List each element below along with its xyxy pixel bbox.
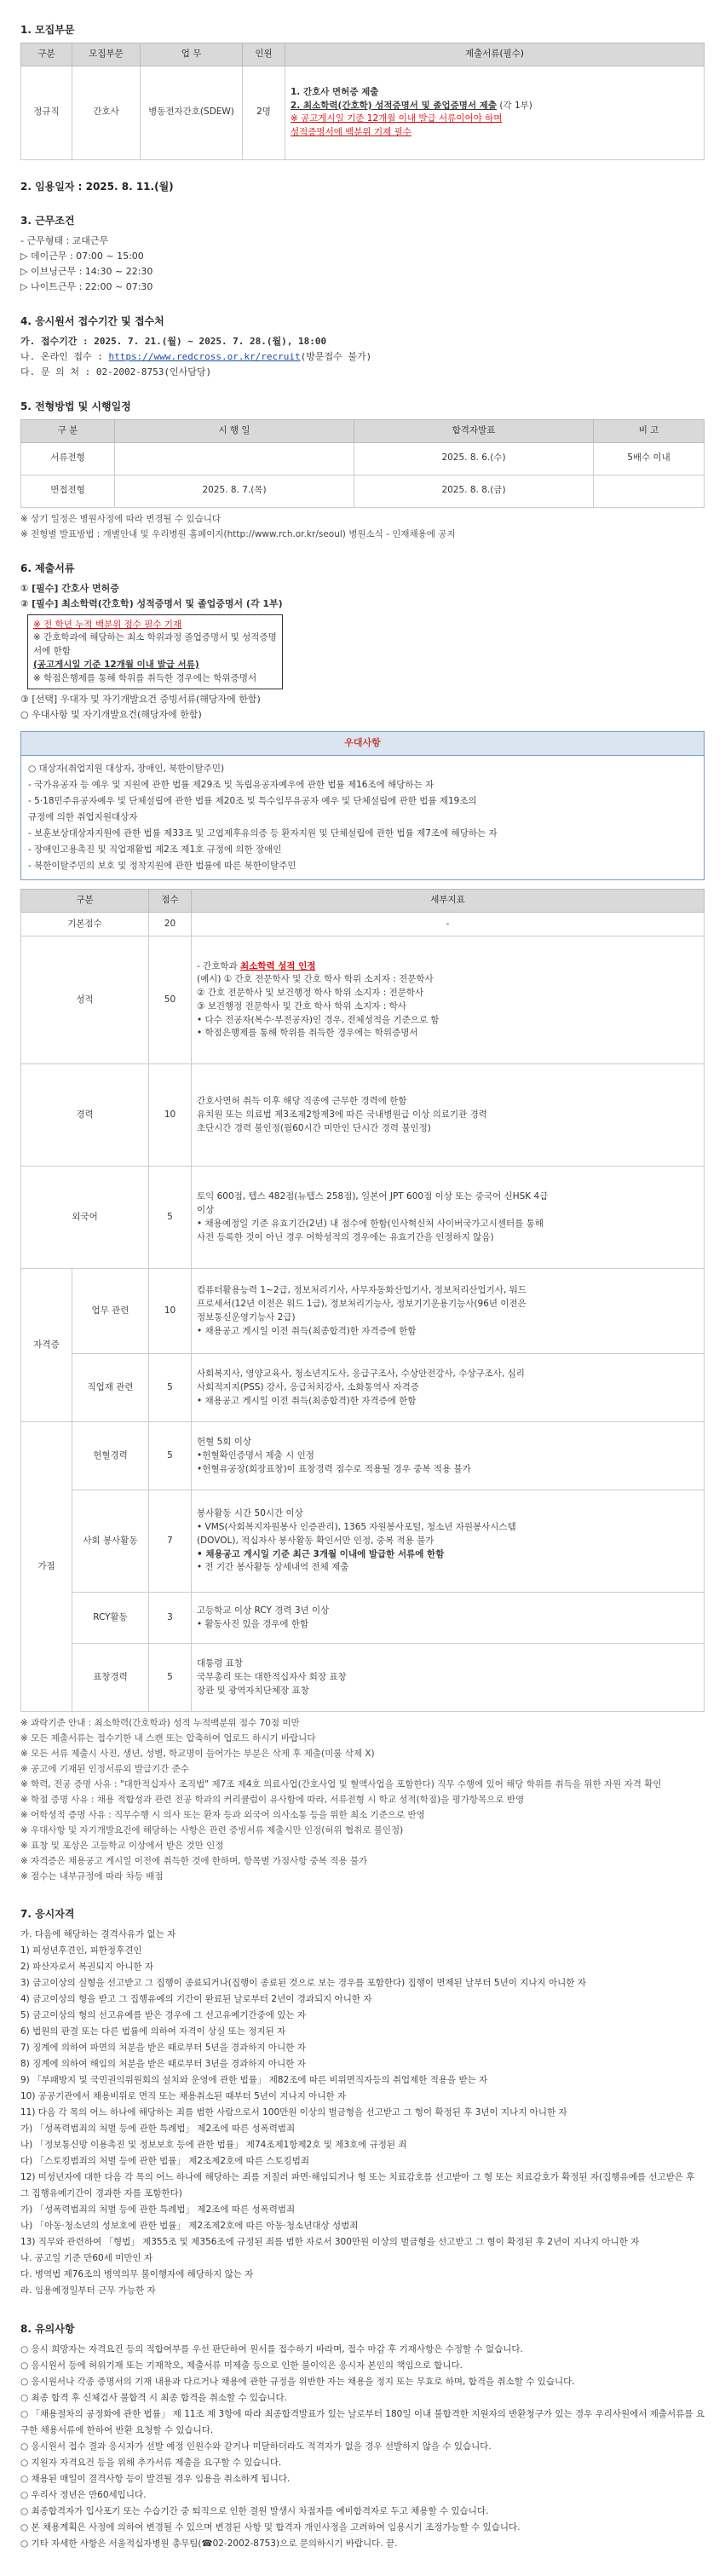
detail-line: (DOVOL), 적십자사 봉사활동 확인서만 인정, 중복 적용 불가 [197, 1535, 434, 1546]
eligibility-item: 8) 징계에 의하여 해임의 처분을 받은 때로부터 3년을 경과하지 아니한 자 [20, 2059, 306, 2070]
crit-score: 5 [149, 1422, 192, 1490]
docs-line-4: 성적증명서에 백분위 기재 필수 [291, 127, 411, 137]
preference-item: - 보훈보상대상자지원에 관한 법률 제33조 및 고엽제후유의증 등 환자지원 및 단체설립에 관한 법률 제7조에 해당하는 자 [28, 827, 498, 838]
eligibility-item: 9) 「부패방지 및 국민권익위원회의 설치와 운영에 관한 법률」 제82조에 따른 비위면직자등의 취업제한 적용을 받는 자 [20, 2075, 488, 2086]
detail-line: • 채용공고 게시일 기준 최근 3개월 이내에 발급한 서류에 한함 [197, 1548, 445, 1559]
eligibility-item: 13) 직무와 관련하여 「형법」 제355조 및 제356조에 규정된 죄를 범한 자로서 300만원 이상의 벌금형을 선고받고 그 형이 확정된 후 2년이 지나지 아니한 자 [20, 2237, 640, 2248]
section-notes-title: 8. 유의사항 [20, 2323, 75, 2336]
detail-line: • 학점은행제를 통해 학위를 취득한 경우에는 학위증명서 [197, 1028, 418, 1039]
table-cell [115, 442, 354, 475]
criteria-note: ※ 과락기준 안내 : 최소학력(간호학과) 성적 누적백분위 점수 70점 미만 [20, 1718, 300, 1729]
crit-subcategory: 직업재 관련 [72, 1354, 149, 1422]
crit-category: 기본점수 [21, 912, 149, 936]
cell-type: 정규직 [21, 66, 72, 159]
box-line: ※ 전 학년 누적 백분위 점수 필수 기재 [33, 619, 182, 630]
eligibility-item: 10) 공공기관에서 채용비위로 면직 또는 채용취소된 때부터 5년이 지나지 아니한 자 [20, 2091, 347, 2102]
detail-line: • 전 기간 봉사활동 상세내역 전체 제출 [197, 1562, 349, 1573]
doc-requirement-box [27, 614, 283, 690]
eligibility-item: 3) 금고이상의 실형을 선고받고 그 집행이 종료되거나(집행이 종료된 것으로 보는 경우를 포함한다) 집행이 면제된 날부터 5년이 지나지 아니한 자 [20, 1978, 586, 1989]
eligibility-item: 5) 금고이상의 형의 선고유예를 받은 경우에 그 선고유예기간중에 있는 자 [20, 2010, 306, 2021]
crit-detail [192, 936, 705, 1064]
detail-line: • 채용공고 게시일 이전 취득(최종합격)한 자격증에 한함 [197, 1325, 417, 1336]
criteria-note: ※ 어학성적 증명 사유 : 직무수행 시 의사 또는 환자 등과 외국어 의사소통 등을 위한 최소 기준으로 반영 [20, 1810, 425, 1821]
col-dept: 모집부문 [72, 43, 141, 66]
eligibility-item: 2) 파산자로서 복권되지 아니한 자 [20, 1962, 153, 1973]
crit-category: 외국어 [21, 1167, 149, 1269]
col-category: 구분 [21, 889, 149, 912]
preference-item: 규정에 의한 취업지원대상자 [28, 811, 138, 822]
criteria-note: ※ 모든 제출서류는 접수기한 내 스캔 또는 압축하여 업로드 하시기 바랍니다 [20, 1733, 316, 1744]
recruit-link[interactable]: https://www.redcross.or.kr/recruit [108, 350, 301, 362]
notes-list [20, 2342, 705, 2552]
detail-line: 정보통신운영기능사 2급) [197, 1311, 296, 1323]
table-cell: 면접전형 [21, 475, 115, 507]
detail-line: 사회적지지(PSS) 강사, 응급처치강사, 소화통역사 자격증 [197, 1381, 419, 1392]
detail-line: • 활동사진 있을 경우에 한함 [197, 1618, 309, 1629]
detail-line: 고등학교 이상 RCY 경력 3년 이상 [197, 1605, 330, 1616]
eligibility-item: 나. 공고일 기준 만60세 미만인 자 [20, 2253, 153, 2264]
eligibility-item: 나) 「아동·청소년의 성보호에 관한 법률」 제2조제2호에 따른 아동·청소년대상 성범죄 [20, 2221, 359, 2232]
cell-docs [285, 66, 705, 159]
preference-item: - 북한이탈주민의 보호 및 정착지원에 관한 법률에 따른 북한이탈주민 [28, 860, 296, 871]
cell-task: 병동전자간호(SDEW) [141, 66, 243, 159]
announcement-note: ※ 전형별 발표방법 : 개별안내 및 우리병원 홈페이지(http://www.rch.or.kr/seoul) 병원소식 - 인재채용에 공지 [20, 528, 456, 539]
eligibility-item: 나) 「정보통신망 이용촉진 및 정보보호 등에 관한 법률」 제74조제1항제2호 및 제3호에 규정된 죄 [20, 2140, 407, 2151]
notice-item: ○ 응시 희망자는 자격요건 등의 적합여부를 우선 판단하여 원서를 접수하기 바라며, 접수 마감 후 기재사항은 수정할 수 없습니다. [20, 2344, 523, 2355]
crit-score: 10 [149, 1269, 192, 1354]
criteria-note: ※ 점수는 내부규정에 따라 차등 배점 [20, 1871, 164, 1882]
eligibility-item: 다) 「스토킹범죄의 처벌 등에 관한 법률」 제2조제2호에 따른 스토킹범죄 [20, 2156, 310, 2167]
box-line: ※ 학점은행제를 통해 학위를 취득한 경우에는 학위증명서 [33, 672, 257, 683]
detail-line: 초단시간 경력 불인정(월60시간 미만인 단시간 경력 불인정) [197, 1122, 431, 1133]
col-note: 비 고 [594, 419, 705, 442]
crit-category: 가점 [21, 1422, 72, 1712]
crit-subcategory: RCY활동 [72, 1593, 149, 1644]
criteria-note: ※ 우대사항 및 자기개발요건에 해당하는 사항은 관련 증빙서류 제출시만 인정(허위 협취로 불인정) [20, 1825, 404, 1836]
crit-category: 성적 [21, 936, 149, 1064]
doc-required-1: ① [필수] 간호사 면허증 [20, 582, 119, 594]
detail-line: 봉사활동 시간 50시간 이상 [197, 1508, 303, 1519]
table-cell: 2025. 8. 7.(목) [115, 475, 354, 507]
doc-preference: ○ 우대사항 및 자기개발요건(해당자에 한함) [20, 709, 202, 721]
criteria-notes [20, 1715, 705, 1884]
col-type: 구분 [21, 43, 72, 66]
criteria-note: ※ 공고에 기재된 인정서류외 발급기간 준수 [20, 1764, 189, 1775]
work-line: ▷ 데이근무 : 07:00 ~ 15:00 [20, 250, 144, 262]
crit-score: 5 [149, 1644, 192, 1712]
detail-line: • 다수 전공자(복수·부전공자)인 경우, 전체성적을 기준으로 함 [197, 1014, 440, 1025]
preference-title: 우대사항 [21, 732, 704, 756]
section-documents-title: 6. 제출서류 [20, 562, 75, 574]
crit-score: 7 [149, 1490, 192, 1593]
table-cell: 2025. 8. 6.(수) [354, 442, 594, 475]
docs-line-1: 1. 간호사 면허증 제출 [291, 86, 379, 97]
detail-line: 대통령 표창 [197, 1658, 244, 1669]
doc-optional: ③ [선택] 우대자 및 자기개발요건 증빙서류(해당자에 한함) [20, 694, 261, 706]
col-docs: 제출서류(필수) [285, 43, 705, 66]
section-schedule-title: 5. 전형방법 및 시행일정 [20, 400, 131, 412]
crit-score: 5 [149, 1167, 192, 1269]
schedule-note: ※ 상기 일정은 병원사정에 따라 변경될 수 있습니다 [20, 513, 222, 524]
notice-item: ○ 최종 합격 후 신체검사 불합격 시 최종 합격을 취소할 수 있습니다. [20, 2393, 287, 2404]
col-kind: 구 분 [21, 419, 115, 442]
crit-detail [192, 1490, 705, 1593]
criteria-table [20, 889, 705, 1713]
detail-line: •헌혈확인증명서 제출 시 인정 [197, 1449, 314, 1461]
crit-subcategory: 사회 봉사활동 [72, 1490, 149, 1593]
section-start-date: 2. 임용일자 : 2025. 8. 11.(월) [20, 180, 174, 193]
criteria-note: ※ 학점 증명 사유 : 채용 적합성과 관련 전공 학과의 커리큘럼이 유사함에 따라, 서류전형 시 학교 성적(학점)을 평가항목으로 반영 [20, 1795, 525, 1806]
col-task: 업 무 [141, 43, 243, 66]
crit-detail: - [192, 912, 705, 936]
cell-count: 2명 [243, 66, 285, 159]
crit-detail [192, 1064, 705, 1167]
work-line: ▷ 나이트근무 : 22:00 ~ 07:30 [20, 280, 153, 292]
detail-line: ② 간호 전문학사 및 보건행정 학사 학위 소지자 : 전문학사 [197, 988, 424, 998]
notice-item: ○ 응시원서나 각종 증명서의 기재 내용과 다르거나 채용에 관한 규정을 위반한 자는 채용을 정지 또는 무효로 하며, 합격을 취소할 수 있습니다. [20, 2377, 575, 2388]
section-eligibility-title: 7. 응시자격 [20, 1908, 75, 1921]
criteria-note: ※ 모든 서류 제출시 사진, 생년, 성별, 학교명이 들어가는 부분은 삭제 후 제출(미룰 삭제 X) [20, 1749, 375, 1760]
detail-line: - 간호학과 최소학력 성적 인정 [197, 960, 316, 971]
notice-item: ○ 최종합격자가 입사포기 또는 수습기간 중 퇴직으로 인한 결원 발생시 차점자를 예비합격자로 두고 채용할 수 있습니다. [20, 2506, 489, 2517]
preference-item: - 국가유공자 등 예우 및 지원에 관한 법률 제29조 및 독립유공자예우에 관한 법률 제16조에 해당하는 자 [28, 779, 434, 790]
work-line: ▷ 이브닝근무 : 14:30 ~ 22:30 [20, 265, 153, 277]
detail-line: (예시) ① 간호 전문학사 및 간호 학사 학위 소지자 : 전문학사 [197, 974, 434, 985]
detail-line: 프로세서(12년 이전은 워드 1급), 정보처리기능사, 정보기기운용기능사(96년 이전은 [197, 1299, 526, 1309]
crit-score: 10 [149, 1064, 192, 1167]
detail-line: ③ 보건행정 전문학사 및 간호 학사 학위 소지자 : 학사 [197, 1000, 406, 1011]
col-count: 인원 [243, 43, 285, 66]
doc-required-2: ② [필수] 최소학력(간호학) 성적증명서 및 졸업증명서 (각 1부) [20, 597, 283, 609]
col-score: 점수 [149, 889, 192, 912]
eligibility-item: 12) 미성년자에 대한 다음 각 목의 어느 하나에 해당하는 죄를 저질러 파면·해임되거나 형 또는 치료감호를 선고받아 그 형 또는 치료감호가 확정된 자(집행유예를 선고받은 후 그 집행유예기간이 경과한 자를 포함한다) [20, 2172, 695, 2199]
preference-item: - 5·18민주유공자예우 및 단체설립에 관한 법률 제20조 및 특수임무유공자 예우 및 단체설립에 관한 법률 제19조의 [28, 795, 477, 806]
detail-line: 컴퓨터활용능력 1~2급, 정보처리기사, 사무자동화산업기사, 정보처리산업기사, 워드 [197, 1285, 526, 1296]
crit-detail [192, 1354, 705, 1422]
crit-detail [192, 1422, 705, 1490]
table-cell: 서류전형 [21, 442, 115, 475]
preference-item: - 장애인고용촉진 및 직업재활법 제2조 제1호 규정에 의한 장애인 [28, 844, 282, 855]
table-cell: 2025. 8. 8.(금) [354, 475, 594, 507]
crit-subcategory: 표창경력 [72, 1644, 149, 1712]
criteria-note: ※ 표창 및 포상은 고등학교 이상에서 받은 것만 인정 [20, 1841, 224, 1852]
detail-line: 이상 [197, 1205, 215, 1215]
schedule-table [20, 419, 705, 508]
crit-detail [192, 1644, 705, 1712]
application-period: 가. 접수기간 : 2025. 7. 21.(월) ~ 2025. 7. 28.(월), 18:00 [20, 335, 327, 347]
notice-item: ○ 「채용절차의 공정화에 관한 법률」 제 11조 제 3항에 따라 최종합격발표가 있는 날로부터 180일 이내 불합격한 지원자의 반환청구가 있는 경우 우리사원에서 제출서류를 요구한 채용서류에 한하여 반환 요청할 수 있습니다. [20, 2409, 705, 2436]
detail-line: • 채용공고 게시일 이전 취득(최종합격)한 자격증에 한함 [197, 1395, 417, 1406]
notice-item: ○ 지원자 자격요건 등을 위해 추가서류 제출을 요구할 수 있습니다. [20, 2458, 282, 2469]
online-application: 나. 온라인 접수 : https://www.redcross.or.kr/recruit(방문접수 불가) [20, 350, 372, 362]
crit-category: 경력 [21, 1064, 149, 1167]
detail-line: 간호사면허 취득 이후 해당 직종에 근무한 경력에 한함 [197, 1096, 407, 1107]
criteria-note: ※ 학력, 전공 증명 사유 : "대한적십자사 조직법" 제7조 제4호 의료사업(간호사업 및 혈액사업을 포함한다) 직무 수행에 있어 해당 학위를 취득을 위한 자원 자격 확인 [20, 1779, 662, 1790]
detail-line: 장관 및 광역자치단체장 표창 [197, 1685, 309, 1696]
detail-line: 국무총리 또는 대한적십자사 회장 표창 [197, 1671, 347, 1682]
eligibility-item: 6) 법원의 판결 또는 다른 법률에 의하여 자격이 상실 또는 정지된 자 [20, 2026, 286, 2037]
section-work-conditions-title: 3. 근무조건 [20, 214, 75, 227]
cell-dept: 간호사 [72, 66, 141, 159]
detail-line: 사회복지사, 영양교육사, 청소년지도사, 응급구조사, 수상안전강사, 수상구조사, 심리 [197, 1369, 525, 1380]
criteria-note: ※ 자격증은 채용공고 게시일 이전에 취득한 것에 한하며, 항목별 가점사항 중복 적용 불가 [20, 1856, 368, 1867]
detail-line: 헌혈 5회 이상 [197, 1437, 252, 1448]
eligibility-item: 가) 「성폭력범죄의 처벌 등에 관한 특례법」 제2조에 따른 성폭력범죄 [20, 2124, 296, 2135]
crit-detail [192, 1269, 705, 1354]
detail-line: •헌혈유공장(회장표창)이 표창경력 점수로 적용될 경우 중복 적용 불가 [197, 1463, 471, 1474]
preference-box [20, 731, 705, 880]
detail-line: 토익 600점, 텝스 482점(뉴텝스 258점), 일본어 JPT 600점 이상 또는 중국어 신HSK 4급 [197, 1191, 549, 1202]
box-line: (공고게시일 기준 12개월 이내 발급 서류) [33, 659, 199, 670]
col-date: 시 행 일 [115, 419, 354, 442]
crit-subcategory: 업무 관련 [72, 1269, 149, 1354]
crit-score: 20 [149, 912, 192, 936]
eligibility-item: 가) 「성폭력범죄의 처벌 등에 관한 특례법」 제2조에 따른 성폭력범죄 [20, 2204, 296, 2216]
docs-line-3: ※ 공고게시일 기준 12개월 이내 발급 서류이어야 하며 [291, 113, 503, 124]
eligibility-item: 4) 금고이상의 형을 받고 그 집행유예의 기간이 완료된 날로부터 2년이 경과되지 아니한 자 [20, 1994, 372, 2005]
eligibility-item: 11) 다음 각 목의 어느 하나에 해당하는 죄를 범한 사람으로서 100만원 이상의 벌금형을 선고받고 그 형이 확정된 후 3년이 지나지 아니한 자 [20, 2107, 567, 2118]
notice-item: ○ 우리사 정년은 만60세입니다. [20, 2490, 147, 2501]
col-result: 합격자발표 [354, 419, 594, 442]
eligibility-item: 7) 징계에 의하여 파면의 처분을 받은 때로부터 5년을 경과하지 아니한 자 [20, 2043, 306, 2054]
notice-item: ○ 응시원서 등에 허위기재 또는 기재착오, 제출서류 미제출 등으로 인한 불이익은 응시자 본인의 책임으로 합니다. [20, 2360, 463, 2371]
crit-subcategory: 헌혈경력 [72, 1422, 149, 1490]
recruitment-table [20, 43, 705, 160]
eligibility-item: 1) 피성년후견인, 피한정후견인 [20, 1945, 142, 1956]
eligibility-list [20, 1943, 705, 2299]
crit-category: 자격증 [21, 1269, 72, 1422]
notice-item: ○ 기타 자세한 사항은 서울적십자병원 총무팀(☎02-2002-8753)으로 문의하시기 바랍니다. 끝. [20, 2539, 398, 2550]
detail-line: • VMS(사회복지자원봉사 인증관리), 1365 자원봉사포털, 청소년 자원봉사시스템 [197, 1522, 516, 1533]
crit-detail [192, 1593, 705, 1644]
preference-item: ○ 대상자(취업지원 대상자, 장애인, 북한이탈주민) [28, 763, 225, 774]
eligibility-intro: 가. 다음에 해당하는 결격사유가 없는 자 [20, 1929, 176, 1940]
detail-line: 유치원 또는 의료법 제3조제2항제3에 따른 국내병원급 이상 의료기관 경력 [197, 1109, 487, 1120]
crit-detail [192, 1167, 705, 1269]
eligibility-item: 라. 임용예정일부터 근무 가능한 자 [20, 2285, 156, 2297]
section-recruitment-title: 1. 모집부문 [20, 24, 75, 36]
detail-line: • 채용예정일 기준 유효기간(2년) 내 점수에 한함(인사혁신처 사이버국가고시센터를 통해 [197, 1218, 544, 1229]
docs-line-2: 2. 최소학력(간호학) 성적증명서 및 졸업증명서 제출 (각 1부) [291, 100, 532, 111]
notice-item: ○ 본 채용계획은 사정에 의하여 변경될 수 있으며 변경된 사항 및 합격자 개인사정을 고려하여 임용시기 조정가능할 수 있습니다. [20, 2522, 521, 2533]
table-cell: 5배수 이내 [594, 442, 705, 475]
crit-score: 5 [149, 1354, 192, 1422]
crit-score: 3 [149, 1593, 192, 1644]
notice-item: ○ 채용된 매일이 결격사항 등이 발견될 경우 임용을 취소하게 됩니다. [20, 2474, 291, 2485]
detail-line: 사전 등록한 것이 아닌 경우 어학성적의 경우에는 유효기간을 인정하지 않음) [197, 1231, 494, 1242]
crit-score: 50 [149, 936, 192, 1064]
notice-item: ○ 응시원서 접수 결과 응시자가 선발 예정 인원수와 같거나 미달하더라도 적격자가 없을 경우 선발하지 않을 수 있습니다. [20, 2441, 492, 2452]
box-line: ※ 간호학과에 해당하는 최소 학위과정 졸업증명서 및 성적증명서에 한함 [33, 632, 277, 656]
work-line: - 근무형태 : 교대근무 [20, 234, 109, 246]
table-cell [594, 475, 705, 507]
col-detail: 세부지표 [192, 889, 705, 912]
eligibility-item: 다. 병역법 제76조의 병역의무 불이행자에 해당하지 않는 자 [20, 2269, 254, 2280]
section-application-title: 4. 응시원서 접수기간 및 접수처 [20, 314, 164, 327]
contact: 다. 문 의 처 : 02-2002-8753(인사담당) [20, 366, 212, 377]
